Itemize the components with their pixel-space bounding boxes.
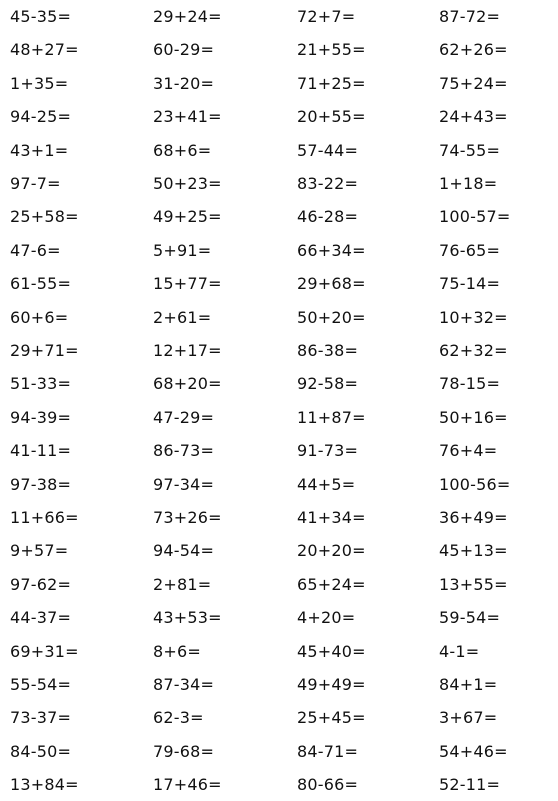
arithmetic-problem: 94-39= (10, 407, 72, 427)
arithmetic-problem: 47-29= (153, 407, 215, 427)
arithmetic-problem: 97-38= (10, 474, 72, 494)
arithmetic-problem: 83-22= (297, 174, 359, 193)
arithmetic-problem: 45-35= (10, 7, 72, 26)
arithmetic-problem: 20+20= (297, 541, 366, 561)
arithmetic-problem: 86-38= (297, 341, 359, 360)
problem-row (0, 568, 558, 601)
arithmetic-problem: 21+55= (297, 40, 366, 60)
arithmetic-problem: 87-72= (439, 7, 501, 26)
arithmetic-problem: 60+6= (10, 307, 69, 327)
arithmetic-problem: 13+84= (10, 775, 79, 795)
arithmetic-problem: 49+49= (297, 675, 366, 694)
arithmetic-problem: 80-66= (297, 775, 359, 795)
arithmetic-problem: 73-37= (10, 708, 72, 728)
arithmetic-problem: 51-33= (10, 374, 72, 394)
arithmetic-problem: 44-37= (10, 608, 72, 628)
arithmetic-problem: 50+20= (297, 307, 366, 327)
arithmetic-problem: 84-50= (10, 741, 72, 761)
arithmetic-problem: 12+17= (153, 341, 222, 360)
arithmetic-problem: 57-44= (297, 140, 359, 160)
arithmetic-problem: 62-3= (153, 708, 204, 728)
arithmetic-problem: 5+91= (153, 240, 212, 260)
arithmetic-problem: 41-11= (10, 441, 72, 461)
arithmetic-problem: 20+55= (297, 107, 366, 127)
arithmetic-problem: 47-6= (10, 240, 61, 260)
problem-row (0, 534, 558, 567)
arithmetic-problem: 9+57= (10, 541, 69, 561)
arithmetic-problem: 54+46= (439, 741, 508, 761)
problem-row (0, 0, 558, 33)
arithmetic-problem: 100-56= (439, 474, 511, 494)
arithmetic-problem: 11+66= (10, 508, 79, 527)
arithmetic-problem: 29+24= (153, 7, 222, 26)
problem-row (0, 635, 558, 668)
arithmetic-problem: 8+6= (153, 641, 201, 661)
arithmetic-problem: 31-20= (153, 73, 215, 93)
problem-row (0, 501, 558, 534)
arithmetic-problem: 2+61= (153, 307, 212, 327)
arithmetic-problem: 62+26= (439, 40, 508, 60)
arithmetic-problem: 15+77= (153, 274, 222, 294)
arithmetic-problem: 36+49= (439, 508, 508, 527)
arithmetic-problem: 75-14= (439, 274, 501, 294)
arithmetic-problem: 91-73= (297, 441, 359, 461)
problem-row (0, 768, 558, 801)
arithmetic-problem: 75+24= (439, 73, 508, 93)
arithmetic-problem: 3+67= (439, 708, 498, 728)
arithmetic-problem: 76-65= (439, 240, 501, 260)
arithmetic-problem: 1+18= (439, 174, 498, 193)
problem-row (0, 401, 558, 434)
arithmetic-problem: 61-55= (10, 274, 72, 294)
arithmetic-problem: 25+58= (10, 207, 79, 227)
arithmetic-problem: 86-73= (153, 441, 215, 461)
problem-row (0, 468, 558, 501)
arithmetic-problem: 97-34= (153, 474, 215, 494)
arithmetic-problem: 23+41= (153, 107, 222, 127)
arithmetic-problem: 55-54= (10, 675, 72, 694)
arithmetic-problem: 59-54= (439, 608, 501, 628)
problem-row (0, 234, 558, 267)
arithmetic-problem: 4-1= (439, 641, 480, 661)
arithmetic-problem: 68+6= (153, 140, 212, 160)
problem-row (0, 267, 558, 300)
problem-row (0, 334, 558, 367)
arithmetic-problem: 78-15= (439, 374, 501, 394)
arithmetic-problem: 97-62= (10, 574, 72, 594)
problem-row (0, 167, 558, 200)
arithmetic-problem: 11+87= (297, 407, 366, 427)
arithmetic-problem: 48+27= (10, 40, 79, 60)
arithmetic-problem: 17+46= (153, 775, 222, 795)
arithmetic-problem: 68+20= (153, 374, 222, 394)
arithmetic-problem: 73+26= (153, 508, 222, 527)
arithmetic-problem: 29+68= (297, 274, 366, 294)
arithmetic-problem: 52-11= (439, 775, 501, 795)
arithmetic-problem: 43+53= (153, 608, 222, 628)
arithmetic-problem: 79-68= (153, 741, 215, 761)
arithmetic-problem: 92-58= (297, 374, 359, 394)
problem-row (0, 200, 558, 233)
arithmetic-problem: 97-7= (10, 174, 61, 193)
problem-row (0, 367, 558, 400)
arithmetic-problem: 2+81= (153, 574, 212, 594)
arithmetic-problem: 45+13= (439, 541, 508, 561)
arithmetic-problem: 94-25= (10, 107, 72, 127)
arithmetic-problem: 45+40= (297, 641, 366, 661)
arithmetic-problem: 60-29= (153, 40, 215, 60)
arithmetic-problem: 10+32= (439, 307, 508, 327)
arithmetic-problem: 87-34= (153, 675, 215, 694)
problem-row (0, 701, 558, 734)
arithmetic-problem: 72+7= (297, 7, 356, 26)
arithmetic-problem: 46-28= (297, 207, 359, 227)
arithmetic-problem: 84-71= (297, 741, 359, 761)
problem-row (0, 301, 558, 334)
arithmetic-problem: 74-55= (439, 140, 501, 160)
arithmetic-problem: 24+43= (439, 107, 508, 127)
arithmetic-problem: 66+34= (297, 240, 366, 260)
problem-row (0, 134, 558, 167)
arithmetic-problem: 76+4= (439, 441, 498, 461)
problem-row (0, 668, 558, 701)
arithmetic-problem: 71+25= (297, 73, 366, 93)
arithmetic-problem: 49+25= (153, 207, 222, 227)
arithmetic-problem: 69+31= (10, 641, 79, 661)
arithmetic-problem: 29+71= (10, 341, 79, 360)
arithmetic-problem: 100-57= (439, 207, 511, 227)
arithmetic-problem: 25+45= (297, 708, 366, 728)
arithmetic-problem: 50+23= (153, 174, 222, 193)
arithmetic-problem: 43+1= (10, 140, 69, 160)
problem-row (0, 434, 558, 467)
arithmetic-problem: 65+24= (297, 574, 366, 594)
problem-row (0, 33, 558, 66)
arithmetic-problem: 4+20= (297, 608, 356, 628)
problem-row (0, 67, 558, 100)
arithmetic-problem: 13+55= (439, 574, 508, 594)
problem-row (0, 601, 558, 634)
arithmetic-problem: 50+16= (439, 407, 508, 427)
arithmetic-problem: 41+34= (297, 508, 366, 527)
arithmetic-problem: 1+35= (10, 73, 69, 93)
arithmetic-problem: 44+5= (297, 474, 356, 494)
arithmetic-problem: 62+32= (439, 341, 508, 360)
problem-row (0, 100, 558, 133)
arithmetic-problem: 94-54= (153, 541, 215, 561)
problem-row (0, 735, 558, 768)
arithmetic-problem: 84+1= (439, 675, 498, 694)
